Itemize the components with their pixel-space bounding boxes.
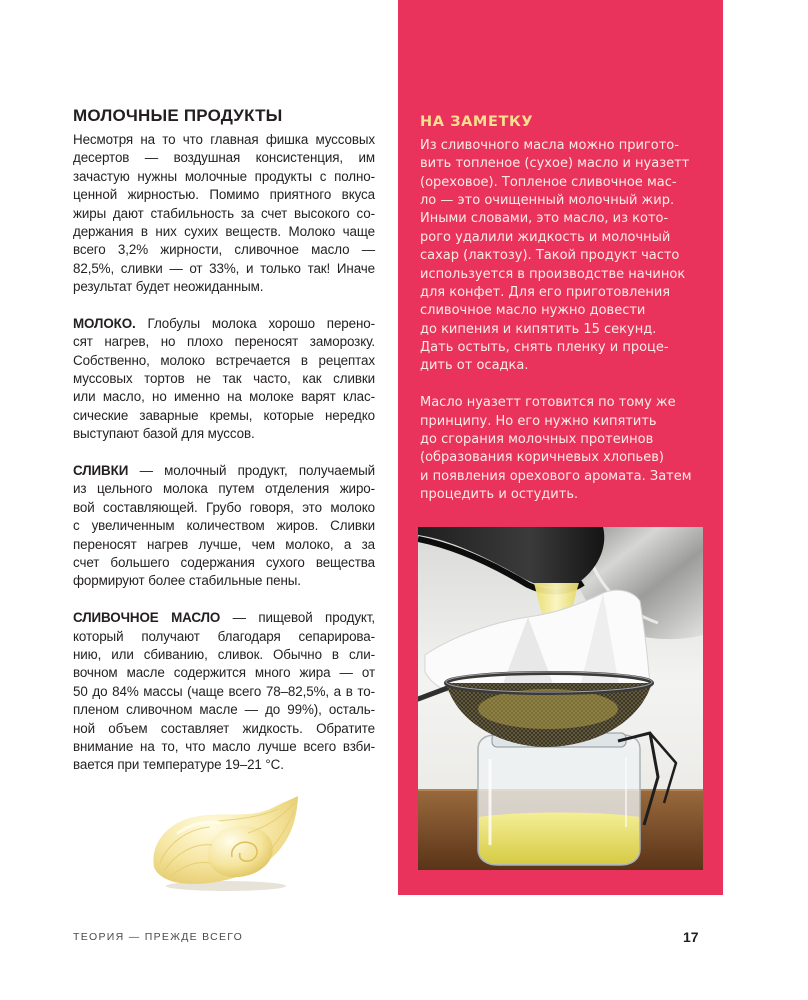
text-line: из цельного молока путем отделения жиро- (73, 481, 375, 497)
text-line: с увеличенным количеством жиров. Сливки (73, 518, 375, 534)
note-line: вить топленое (сухое) масло и нуазетт (420, 156, 690, 172)
clarified-butter-in-jar (479, 813, 639, 865)
note-line: до кипения и кипятить 15 секунд. (420, 321, 657, 337)
note-line: ло — это очищенный молочный жир. (420, 192, 675, 208)
note-line: сахар (лактозу). Такой продукт часто (420, 248, 680, 264)
term-butter: СЛИВОЧНОЕ МАСЛО (73, 610, 221, 626)
text-line: Собственно, молоко встречается в рецептах (73, 352, 375, 368)
text-line: формируют более стабильные пены. (73, 573, 301, 589)
cream-paragraph (73, 462, 375, 591)
text-line: или масло, но именно на молоке варят клас- (73, 389, 375, 405)
text-line: 50 до 84% массы (чаще всего 78–82,5%, а в то- (73, 683, 375, 699)
text-line: пленом сливочном масле — до 99%), осталь- (73, 702, 375, 718)
text-line: всего 3,2% жирности, сливочное масло — (73, 242, 375, 258)
note-line: и появления орехового аромата. Затем (420, 468, 692, 484)
text-line: жиры дают стабильность за счет высокого со- (73, 205, 375, 221)
butter-curl-photo (148, 793, 300, 893)
text-line: сические заварные кремы, которые нередко (73, 407, 375, 423)
note-line: используется в производстве начинок (420, 266, 686, 282)
note-line: Из сливочного масла можно пригото- (420, 137, 679, 153)
note-line: дить от осадка. (420, 358, 529, 374)
note-line: (образования коричневых хлопьев) (420, 450, 664, 466)
text-line-with-term (73, 315, 375, 333)
text-line: сят нагрев, но плохо переносят заморозку. (73, 334, 375, 350)
text-line: 82,5%, сливки — от 33%, и только так! Иначе (73, 260, 375, 276)
text-line: муссовых тортов не так часто, как сливки (73, 371, 375, 387)
note-line: до сгорания молочных протеинов (420, 432, 654, 448)
text-line: вой составляющей. Грубо говоря, это молоко (73, 499, 375, 515)
butter-paragraph (73, 609, 375, 775)
note-body (420, 137, 710, 523)
note-line: (ореховое). Топленое сливочное мас- (420, 174, 677, 190)
text-line-with-term (73, 462, 375, 480)
text-line: ценной жирностью. Помимо приятного вкуса (73, 187, 375, 203)
note-line: Дать остыть, снять пленку и проце- (420, 340, 669, 356)
text-line: — молочный продукт, получаемый (139, 463, 375, 479)
intro-paragraph (73, 131, 375, 297)
text-line: внимание на то, что масло лучше всего взби- (73, 738, 375, 754)
milk-paragraph (73, 315, 375, 444)
text-line: который получают благодаря сепарирова- (73, 628, 375, 644)
text-line: Несмотря на то что главная фишка муссовых (73, 132, 375, 147)
note-line: процедить и остудить. (420, 487, 579, 503)
text-line: выступают базой для муссов. (73, 426, 255, 442)
text-line-with-term (73, 609, 375, 627)
text-line: результат будет неожиданным. (73, 279, 264, 295)
note-panel (398, 0, 723, 895)
text-line: вочном масле содержится много жира — от (73, 665, 375, 681)
text-line: переносят нагрев лучше, чем молоко, а за (73, 536, 375, 552)
running-head: ТЕОРИЯ — ПРЕЖДЕ ВСЕГО (73, 931, 244, 943)
text-line: вается при температуре 19–21 °С. (73, 757, 284, 773)
strainer-butter-tint (478, 689, 618, 729)
text-line: десертов — воздушная консистенция, им (73, 150, 375, 166)
main-column (73, 104, 375, 793)
note-line: принципу. Но его нужно кипятить (420, 413, 657, 429)
note-paragraph (420, 394, 710, 504)
note-line: Масло нуазетт готовится по тому же (420, 395, 676, 411)
term-cream: СЛИВКИ (73, 463, 129, 479)
text-line: держания в них сухих веществ. Молоко чаще (73, 223, 375, 239)
note-line: Иными словами, это масло, из кото- (420, 211, 669, 227)
text-line: счет большего содержания сухого вещества (73, 554, 375, 570)
text-line: ной объем составляет жидкость. Обратите (73, 720, 375, 736)
clarified-butter-photo (418, 527, 703, 870)
text-line: нию, или сбиванию, сливок. Обычно в сли- (73, 646, 375, 662)
note-paragraph (420, 137, 710, 376)
text-line: Глобулы молока хорошо перено- (147, 315, 375, 331)
note-line: рого удалили жидкость и молочный (420, 229, 671, 245)
text-line: зачастую нужны молочные продукты с полно- (73, 168, 375, 184)
page-number: 17 (683, 929, 699, 945)
section-title: МОЛОЧНЫЕ ПРОДУКТЫ (73, 106, 283, 125)
note-heading: НА ЗАМЕТКУ (420, 114, 534, 130)
note-line: для конфет. Для его приготовления (420, 284, 671, 300)
note-line: сливочное масло нужно довести (420, 303, 646, 319)
term-milk: МОЛОКО. (73, 315, 136, 331)
text-line: — пищевой продукт, (232, 610, 375, 626)
